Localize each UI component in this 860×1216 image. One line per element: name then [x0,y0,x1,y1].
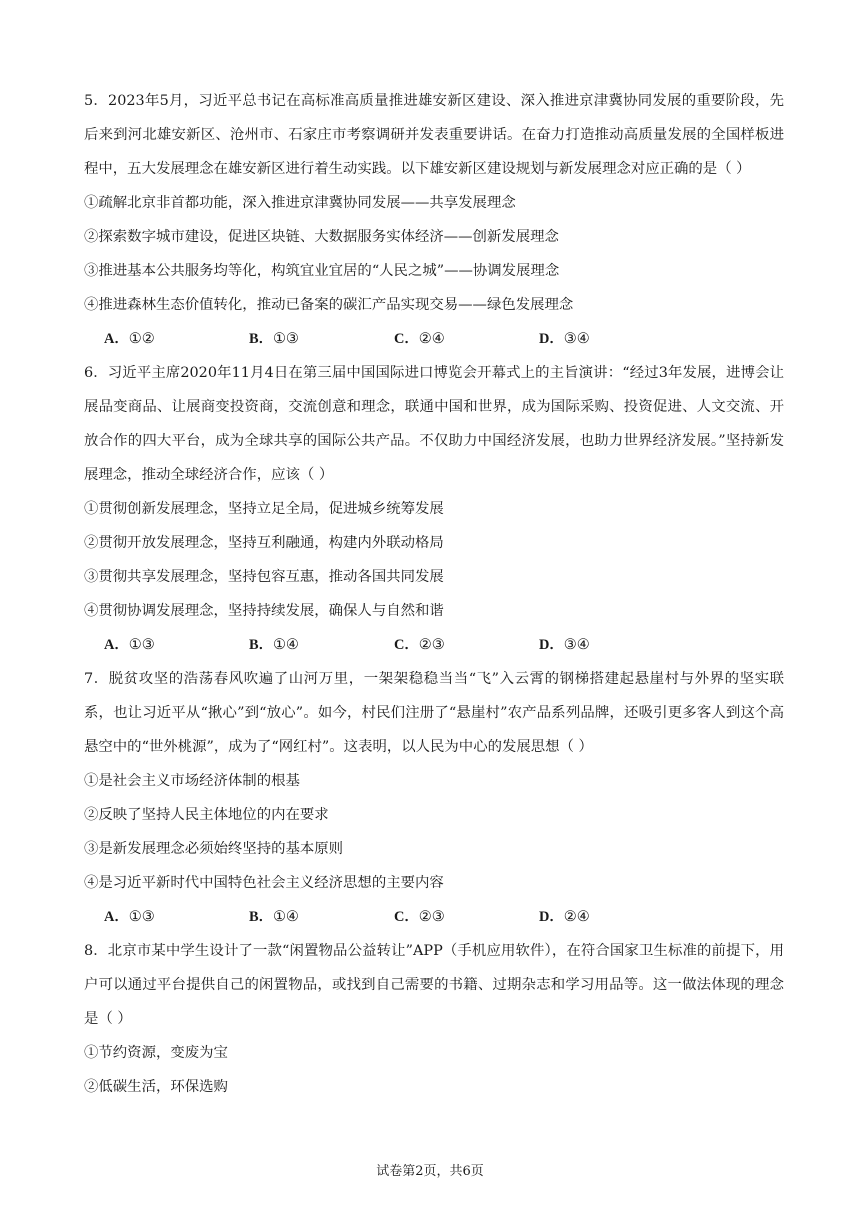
question-stem: 8．北京市某中学生设计了一款“闲置物品公益转让”APP（手机应用软件），在符合国家卫生标准的前提下，用户可以通过平台提供自己的闲置物品，或找到自己需要的书籍、过期杂志和学习用品等。这一做法体现的理念是（ ） [84,943,784,1027]
choice-letter: D． [539,637,564,653]
answer-choices [84,322,784,356]
choice-a[interactable] [104,900,249,934]
choice-letter: B． [249,331,273,347]
choice-text: ③④ [563,637,590,653]
question-stem: 5．2023年5月，习近平总书记在高标准高质量推进雄安新区建设、深入推进京津冀协同发展的重要阶段，先后来到河北雄安新区、沧州市、石家庄市考察调研并发表重要讲话。在奋力打造推动高质量发展的全国样板进程中，五大发展理念在雄安新区进行着生动实践。以下雄安新区建设规划与新发展理念对应正确的是（ ） [84,93,784,177]
answer-choices [84,628,784,662]
statement-option: ②低碳生活，环保选购 [84,1079,228,1095]
choice-text: ②③ [418,637,445,653]
choice-text: ②④ [418,331,445,347]
question-stem: 7．脱贫攻坚的浩荡春风吹遍了山河万里，一架架稳稳当当“飞”入云霄的钢梯搭建起悬崖村与外界的坚实联系，也让习近平从“揪心”到“放心”。如今，村民们注册了“悬崖村”农产品系列品牌，还吸引更多客人到这个高悬空中的“世外桃源”，成为了“网红村”。这表明，以人民为中心的发展思想（ ） [84,671,784,755]
choice-text: ①③ [128,637,155,653]
choice-d[interactable] [539,628,684,662]
choice-text: ①④ [273,909,299,925]
choice-a[interactable] [104,628,249,662]
statement-option: ②反映了坚持人民主体地位的内在要求 [84,807,329,823]
choice-letter: D． [539,331,564,347]
choice-d[interactable] [539,900,684,934]
choice-c[interactable] [394,900,539,934]
choice-b[interactable] [249,322,394,356]
choice-text: ①③ [273,331,299,347]
choice-letter: B． [249,637,273,653]
statement-option: ①是社会主义市场经济体制的根基 [84,773,300,789]
choice-letter: D． [539,909,564,925]
statement-option: ①节约资源，变废为宝 [84,1045,228,1061]
choice-b[interactable] [249,900,394,934]
choice-text: ③④ [563,331,590,347]
statement-option: ③贯彻共享发展理念，坚持包容互惠，推动各国共同发展 [84,569,444,585]
choice-text: ①② [128,331,155,347]
choice-letter: A． [104,909,129,925]
question-7 [84,662,784,934]
choice-text: ①④ [273,637,299,653]
statement-option: ①疏解北京非首都功能，深入推进京津冀协同发展——共享发展理念 [84,195,516,211]
choice-c[interactable] [394,322,539,356]
choice-text: ②④ [563,909,590,925]
choice-d[interactable] [539,322,684,356]
question-6 [84,356,784,662]
choice-letter: C． [394,909,419,925]
choice-letter: B． [249,909,273,925]
choice-letter: C． [394,331,419,347]
question-5 [84,84,784,356]
choice-c[interactable] [394,628,539,662]
statement-option: ④是习近平新时代中国特色社会主义经济思想的主要内容 [84,875,444,891]
question-8 [84,934,784,1104]
statement-option: ②探索数字城市建设，促进区块链、大数据服务实体经济——创新发展理念 [84,229,559,245]
exam-page [84,84,784,1104]
statement-option: ④推进森林生态价值转化，推动已备案的碳汇产品实现交易——绿色发展理念 [84,297,574,313]
choice-text: ②③ [418,909,445,925]
statement-option: ③推进基本公共服务均等化，构筑宜业宜居的“人民之城”——协调发展理念 [84,263,560,279]
statement-option: ④贯彻协调发展理念，坚持持续发展，确保人与自然和谐 [84,603,444,619]
choice-letter: A． [104,331,129,347]
choice-letter: C． [394,637,419,653]
question-stem: 6．习近平主席2020年11月4日在第三届中国国际进口博览会开幕式上的主旨演讲：“经过3年发展，进博会让展品变商品、让展商变投资商，交流创意和理念，联通中国和世界，成为国际采购、投资促进、人文交流、开放合作的四大平台，成为全球共享的国际公共产品。不仅助力中国经济发展，也助力世界经济发展。”坚持新发展理念，推动全球经济合作，应该（ ） [84,365,784,483]
choice-b[interactable] [249,628,394,662]
statement-option: ③是新发展理念必须始终坚持的基本原则 [84,841,344,857]
choice-text: ①③ [128,909,155,925]
statement-option: ①贯彻创新发展理念，坚持立足全局，促进城乡统筹发展 [84,501,444,517]
choice-a[interactable] [104,322,249,356]
answer-choices [84,900,784,934]
page-footer: 试卷第2页，共6页 [376,1164,484,1179]
choice-letter: A． [104,637,129,653]
statement-option: ②贯彻开放发展理念，坚持互利融通，构建内外联动格局 [84,535,444,551]
